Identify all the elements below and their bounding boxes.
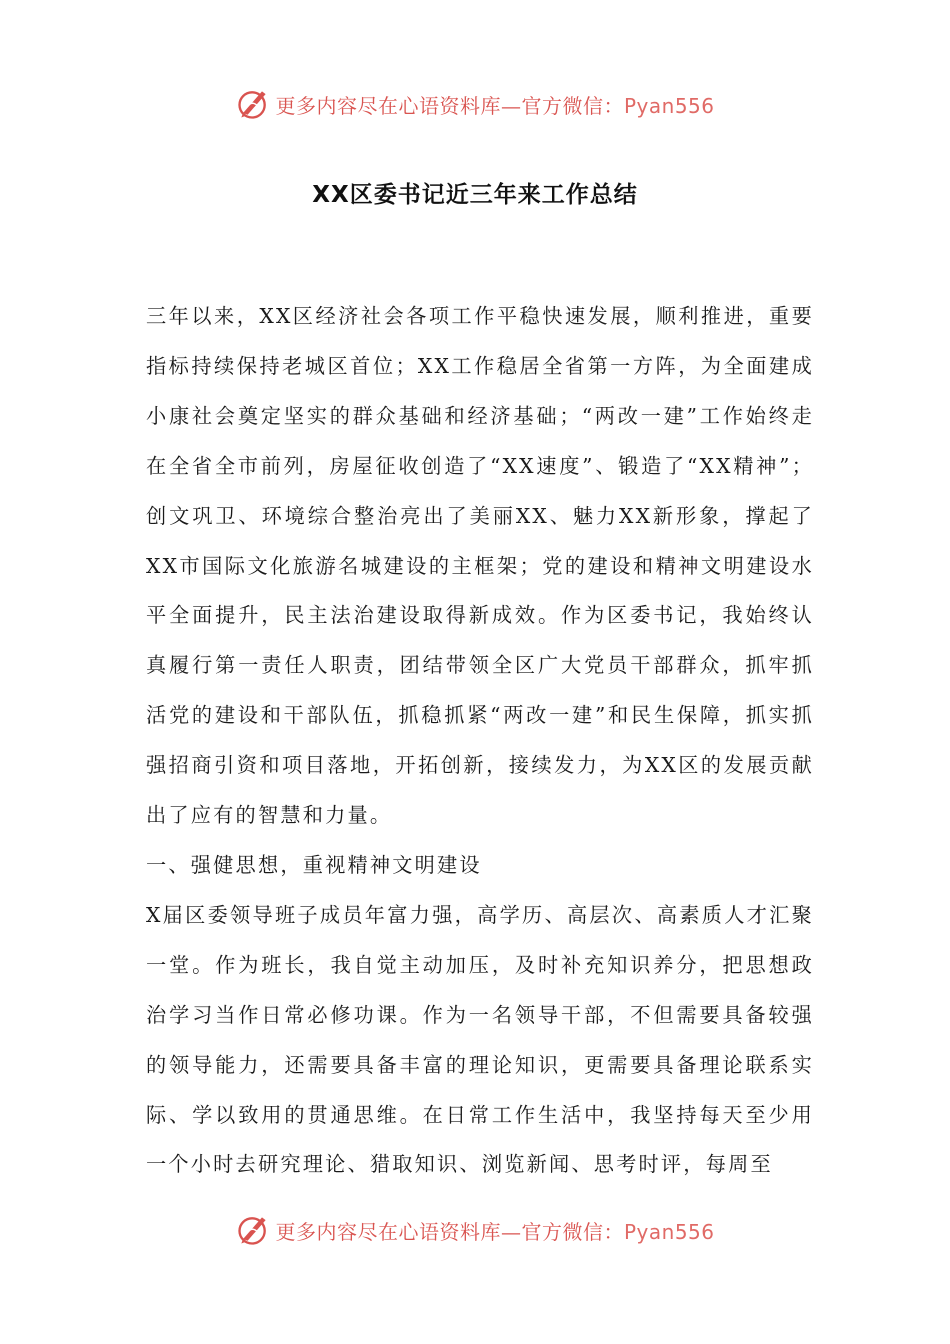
watermark-text: 更多内容尽在心语资料库—官方微信：Pyan556 bbox=[275, 93, 715, 118]
section-heading: 一、强健思想，重视精神文明建设 bbox=[146, 852, 482, 877]
watermark-text: 更多内容尽在心语资料库—官方微信：Pyan556 bbox=[275, 1219, 715, 1244]
pen-logo-icon bbox=[235, 1212, 271, 1248]
document-title: XX区委书记近三年来工作总结 bbox=[312, 182, 638, 208]
paragraph-section-1: X届区委领导班子成员年富力强，高学历、高层次、高素质人才汇聚一堂。作为班长，我自觉主动加压，及时补充知识养分，把思想政治学习当作日常必修功课。作为一名领导干部，不但需要具备较强的领导能力，还需要具备丰富的理论知识，更需要具备理论联系实际、学以致用的贯通思维。在日常工作生活中，我坚持每天至少用一个小时去研究理论、猎取知识、浏览新闻、思考时评，每周至 bbox=[146, 902, 814, 1177]
document-body bbox=[146, 292, 814, 1190]
wechat-id: Pyan556 bbox=[623, 1219, 715, 1244]
pen-logo-icon bbox=[235, 86, 271, 122]
wechat-id: Pyan556 bbox=[623, 93, 715, 118]
paragraph-intro: 三年以来，XX区经济社会各项工作平稳快速发展，顺利推进，重要指标持续保持老城区首位；XX工作稳居全省第一方阵，为全面建成小康社会奠定坚实的群众基础和经济基础；“两改一建”工作始终走在全省全市前列，房屋征收创造了“XX速度”、锻造了“XX精神”；创文巩卫、环境综合整治亮出了美丽XX、魅力XX新形象，撑起了XX市国际文化旅游名城建设的主框架；党的建设和精神文明建设水平全面提升，民主法治建设取得新成效。作为区委书记，我始终认真履行第一责任人职责，团结带领全区广大党员干部群众，抓牢抓活党的建设和干部队伍，抓稳抓紧“两改一建”和民生保障，抓实抓强招商引资和项目落地，开拓创新，接续发力，为XX区的发展贡献出了应有的智慧和力量。 bbox=[146, 304, 814, 828]
watermark-footer bbox=[0, 1208, 950, 1252]
watermark-header bbox=[0, 82, 950, 126]
